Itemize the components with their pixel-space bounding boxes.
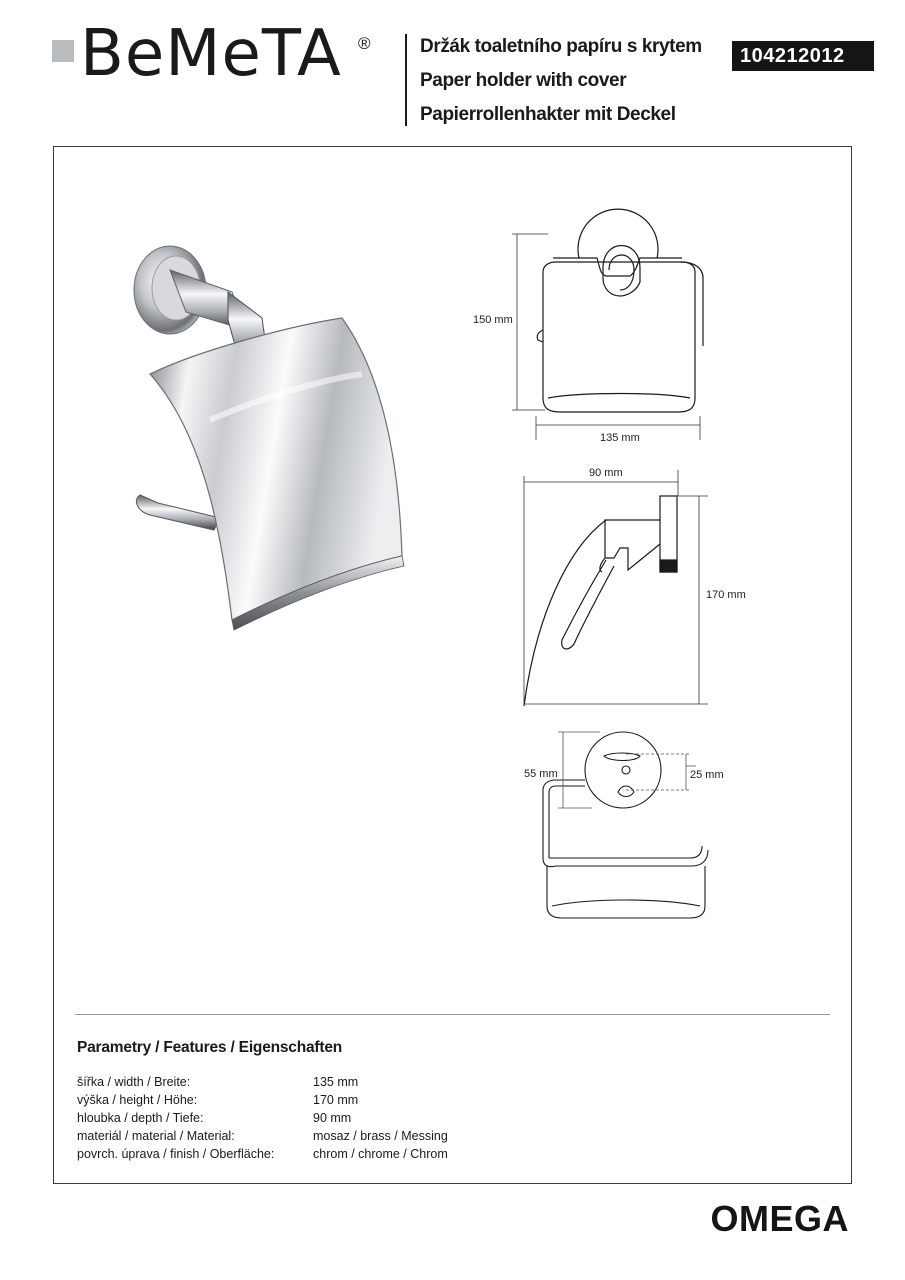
registered-mark: ® (358, 34, 371, 53)
spec-row-width (77, 1075, 477, 1091)
spec-label: hloubka / depth / Tiefe: (77, 1111, 204, 1125)
spec-value: 170 mm (313, 1093, 359, 1107)
spec-value: 135 mm (313, 1075, 359, 1089)
spec-label: výška / height / Höhe: (77, 1093, 198, 1107)
product-title-german: Papierrollenhakter mit Deckel (420, 104, 676, 125)
series-name: OMEGA (710, 1198, 849, 1239)
spec-value: 90 mm (313, 1111, 352, 1125)
front-view-drawing (537, 209, 703, 412)
side-view-dimensions (524, 470, 708, 704)
spec-row-finish (77, 1147, 477, 1163)
features-heading: Parametry / Features / Eigenschaften (77, 1039, 343, 1056)
spec-label: povrch. úprava / finish / Oberfläche: (77, 1147, 275, 1161)
side-depth-label: 90 mm (589, 467, 623, 479)
product-code: 104212012 (732, 41, 874, 71)
top-view-drawing (543, 732, 708, 918)
brand-logo: BeMeTA (80, 17, 342, 91)
front-view-dimensions (512, 234, 700, 440)
product-photo (134, 246, 404, 630)
section-divider (75, 1014, 830, 1015)
side-height-label: 170 mm (706, 589, 746, 601)
mount-right-label: 25 mm (690, 769, 724, 781)
spec-value: chrom / chrome / Chrom (313, 1147, 448, 1161)
side-view-drawing (524, 496, 677, 706)
spec-row-material (77, 1129, 477, 1145)
front-width-label: 135 mm (600, 432, 640, 444)
spec-label: šířka / width / Breite: (77, 1075, 191, 1089)
spec-label: materiál / material / Material: (77, 1129, 235, 1143)
mount-left-label: 55 mm (524, 768, 558, 780)
spec-value: mosaz / brass / Messing (313, 1129, 448, 1143)
spec-row-depth (77, 1111, 477, 1127)
spec-row-height (77, 1093, 477, 1109)
front-height-label: 150 mm (473, 314, 513, 326)
product-title-english: Paper holder with cover (420, 70, 627, 91)
product-title-czech: Držák toaletního papíru s krytem (420, 36, 702, 57)
